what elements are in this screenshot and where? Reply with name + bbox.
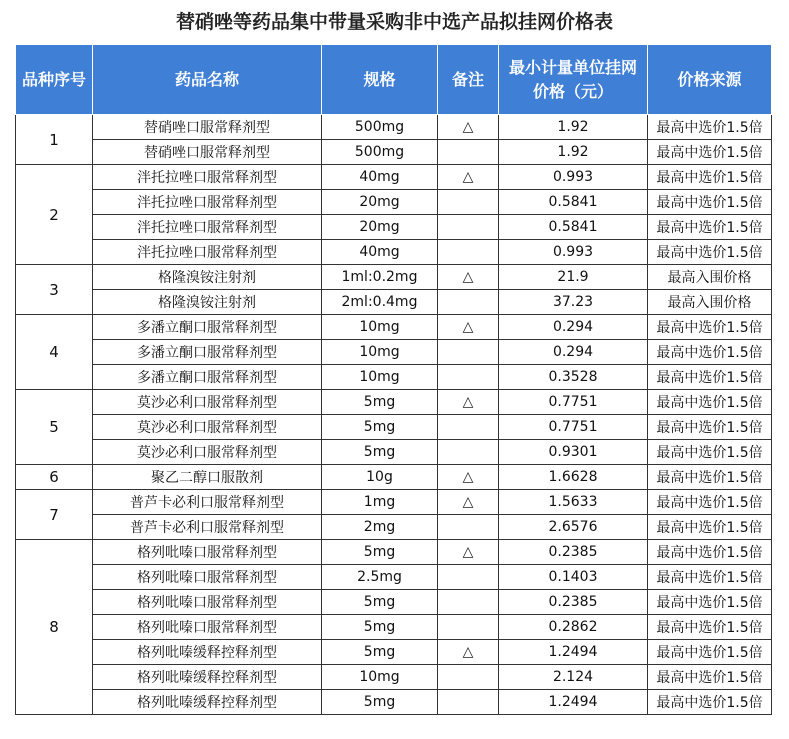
header-price: 最小计量单位挂网价格（元） [499, 45, 648, 115]
drug-name-cell: 多潘立酮口服常释剂型 [93, 340, 322, 365]
spec-cell: 5mg [322, 390, 438, 415]
table-row [16, 490, 772, 515]
drug-name-cell: 泮托拉唑口服常释剂型 [93, 215, 322, 240]
drug-name-cell: 格列吡嗪口服常释剂型 [93, 540, 322, 565]
spec-cell: 10mg [322, 365, 438, 390]
table-row [16, 315, 772, 340]
table-row [16, 140, 772, 165]
price-cell: 0.2385 [499, 590, 648, 615]
price-source-cell: 最高中选价1.5倍 [648, 140, 772, 165]
header-serial: 品种序号 [16, 45, 93, 115]
table-row [16, 515, 772, 540]
header-drug-name: 药品名称 [93, 45, 322, 115]
table-row [16, 465, 772, 490]
spec-cell: 40mg [322, 165, 438, 190]
price-source-cell: 最高中选价1.5倍 [648, 190, 772, 215]
drug-name-cell: 泮托拉唑口服常释剂型 [93, 190, 322, 215]
note-cell: △ [438, 465, 499, 490]
price-source-cell: 最高中选价1.5倍 [648, 615, 772, 640]
price-cell: 0.5841 [499, 190, 648, 215]
table-row [16, 565, 772, 590]
price-source-cell: 最高中选价1.5倍 [648, 490, 772, 515]
table-row [16, 665, 772, 690]
note-cell: △ [438, 390, 499, 415]
price-cell: 0.993 [499, 240, 648, 265]
serial-number-cell: 8 [16, 540, 93, 715]
note-cell [438, 515, 499, 540]
price-cell: 1.2494 [499, 690, 648, 715]
spec-cell: 10mg [322, 665, 438, 690]
serial-number-cell: 3 [16, 265, 93, 315]
price-source-cell: 最高入围价格 [648, 265, 772, 290]
spec-cell: 1ml:0.2mg [322, 265, 438, 290]
table-row [16, 540, 772, 565]
price-source-cell: 最高中选价1.5倍 [648, 165, 772, 190]
serial-number-cell: 7 [16, 490, 93, 540]
header-spec: 规格 [322, 45, 438, 115]
table-row [16, 640, 772, 665]
serial-number-cell: 2 [16, 165, 93, 265]
spec-cell: 10mg [322, 340, 438, 365]
price-cell: 0.294 [499, 315, 648, 340]
note-cell [438, 340, 499, 365]
note-cell: △ [438, 165, 499, 190]
spec-cell: 10g [322, 465, 438, 490]
drug-name-cell: 格列吡嗪口服常释剂型 [93, 590, 322, 615]
table-row [16, 440, 772, 465]
note-cell [438, 290, 499, 315]
spec-cell: 500mg [322, 140, 438, 165]
spec-cell: 500mg [322, 115, 438, 140]
price-source-cell: 最高中选价1.5倍 [648, 415, 772, 440]
table-row [16, 215, 772, 240]
price-source-cell: 最高中选价1.5倍 [648, 690, 772, 715]
price-cell: 1.5633 [499, 490, 648, 515]
price-cell: 0.2862 [499, 615, 648, 640]
drug-name-cell: 格列吡嗪缓释控释剂型 [93, 665, 322, 690]
price-source-cell: 最高中选价1.5倍 [648, 465, 772, 490]
price-table [15, 44, 772, 715]
price-source-cell: 最高中选价1.5倍 [648, 540, 772, 565]
note-cell: △ [438, 490, 499, 515]
header-note: 备注 [438, 45, 499, 115]
serial-number-cell: 5 [16, 390, 93, 465]
price-cell: 1.2494 [499, 640, 648, 665]
price-source-cell: 最高中选价1.5倍 [648, 240, 772, 265]
price-source-cell: 最高中选价1.5倍 [648, 390, 772, 415]
table-row [16, 590, 772, 615]
note-cell [438, 665, 499, 690]
table-row [16, 415, 772, 440]
drug-name-cell: 莫沙必利口服常释剂型 [93, 440, 322, 465]
spec-cell: 5mg [322, 690, 438, 715]
spec-cell: 5mg [322, 615, 438, 640]
price-cell: 2.124 [499, 665, 648, 690]
spec-cell: 20mg [322, 190, 438, 215]
price-cell: 0.7751 [499, 415, 648, 440]
price-cell: 0.993 [499, 165, 648, 190]
drug-name-cell: 格隆溴铵注射剂 [93, 290, 322, 315]
price-cell: 0.9301 [499, 440, 648, 465]
table-row [16, 365, 772, 390]
serial-number-cell: 6 [16, 465, 93, 490]
table-row [16, 165, 772, 190]
drug-name-cell: 替硝唑口服常释剂型 [93, 140, 322, 165]
price-source-cell: 最高中选价1.5倍 [648, 365, 772, 390]
note-cell: △ [438, 265, 499, 290]
drug-name-cell: 格列吡嗪口服常释剂型 [93, 565, 322, 590]
note-cell [438, 365, 499, 390]
price-cell: 21.9 [499, 265, 648, 290]
spec-cell: 1mg [322, 490, 438, 515]
table-row [16, 615, 772, 640]
table-row [16, 340, 772, 365]
table-row [16, 265, 772, 290]
note-cell [438, 615, 499, 640]
drug-name-cell: 泮托拉唑口服常释剂型 [93, 240, 322, 265]
note-cell [438, 440, 499, 465]
price-source-cell: 最高中选价1.5倍 [648, 440, 772, 465]
price-source-cell: 最高中选价1.5倍 [648, 115, 772, 140]
spec-cell: 5mg [322, 415, 438, 440]
note-cell [438, 690, 499, 715]
table-row [16, 290, 772, 315]
drug-name-cell: 莫沙必利口服常释剂型 [93, 415, 322, 440]
note-cell [438, 565, 499, 590]
price-cell: 0.1403 [499, 565, 648, 590]
price-cell: 0.2385 [499, 540, 648, 565]
note-cell [438, 190, 499, 215]
price-source-cell: 最高中选价1.5倍 [648, 515, 772, 540]
serial-number-cell: 4 [16, 315, 93, 390]
table-row [16, 240, 772, 265]
note-cell: △ [438, 315, 499, 340]
price-cell: 1.92 [499, 140, 648, 165]
drug-name-cell: 多潘立酮口服常释剂型 [93, 315, 322, 340]
price-source-cell: 最高中选价1.5倍 [648, 590, 772, 615]
price-cell: 1.6628 [499, 465, 648, 490]
drug-name-cell: 格列吡嗪口服常释剂型 [93, 615, 322, 640]
price-cell: 2.6576 [499, 515, 648, 540]
price-source-cell: 最高中选价1.5倍 [648, 315, 772, 340]
table-header [16, 45, 772, 115]
price-cell: 0.3528 [499, 365, 648, 390]
note-cell: △ [438, 115, 499, 140]
spec-cell: 2.5mg [322, 565, 438, 590]
table-body [16, 115, 772, 715]
note-cell [438, 215, 499, 240]
table-row [16, 690, 772, 715]
drug-name-cell: 莫沙必利口服常释剂型 [93, 390, 322, 415]
spec-cell: 5mg [322, 440, 438, 465]
price-source-cell: 最高中选价1.5倍 [648, 340, 772, 365]
spec-cell: 5mg [322, 540, 438, 565]
table-row [16, 390, 772, 415]
spec-cell: 20mg [322, 215, 438, 240]
drug-name-cell: 泮托拉唑口服常释剂型 [93, 165, 322, 190]
drug-name-cell: 替硝唑口服常释剂型 [93, 115, 322, 140]
table-row [16, 190, 772, 215]
price-source-cell: 最高中选价1.5倍 [648, 665, 772, 690]
note-cell: △ [438, 540, 499, 565]
price-cell: 1.92 [499, 115, 648, 140]
note-cell [438, 240, 499, 265]
spec-cell: 5mg [322, 590, 438, 615]
note-cell [438, 415, 499, 440]
header-price-source: 价格来源 [648, 45, 772, 115]
price-cell: 0.5841 [499, 215, 648, 240]
spec-cell: 2ml:0.4mg [322, 290, 438, 315]
table-row [16, 115, 772, 140]
drug-name-cell: 普芦卡必利口服常释剂型 [93, 515, 322, 540]
spec-cell: 40mg [322, 240, 438, 265]
drug-name-cell: 普芦卡必利口服常释剂型 [93, 490, 322, 515]
spec-cell: 10mg [322, 315, 438, 340]
price-source-cell: 最高中选价1.5倍 [648, 640, 772, 665]
drug-name-cell: 格隆溴铵注射剂 [93, 265, 322, 290]
drug-name-cell: 格列吡嗪缓释控释剂型 [93, 690, 322, 715]
serial-number-cell: 1 [16, 115, 93, 165]
page-title: 替硝唑等药品集中带量采购非中选产品拟挂网价格表 [175, 11, 613, 33]
price-source-cell: 最高入围价格 [648, 290, 772, 315]
spec-cell: 5mg [322, 640, 438, 665]
price-cell: 0.7751 [499, 390, 648, 415]
price-source-cell: 最高中选价1.5倍 [648, 215, 772, 240]
price-source-cell: 最高中选价1.5倍 [648, 565, 772, 590]
price-cell: 0.294 [499, 340, 648, 365]
price-cell: 37.23 [499, 290, 648, 315]
drug-name-cell: 聚乙二醇口服散剂 [93, 465, 322, 490]
note-cell [438, 590, 499, 615]
note-cell [438, 140, 499, 165]
spec-cell: 2mg [322, 515, 438, 540]
note-cell: △ [438, 640, 499, 665]
drug-name-cell: 格列吡嗪缓释控释剂型 [93, 640, 322, 665]
drug-name-cell: 多潘立酮口服常释剂型 [93, 365, 322, 390]
